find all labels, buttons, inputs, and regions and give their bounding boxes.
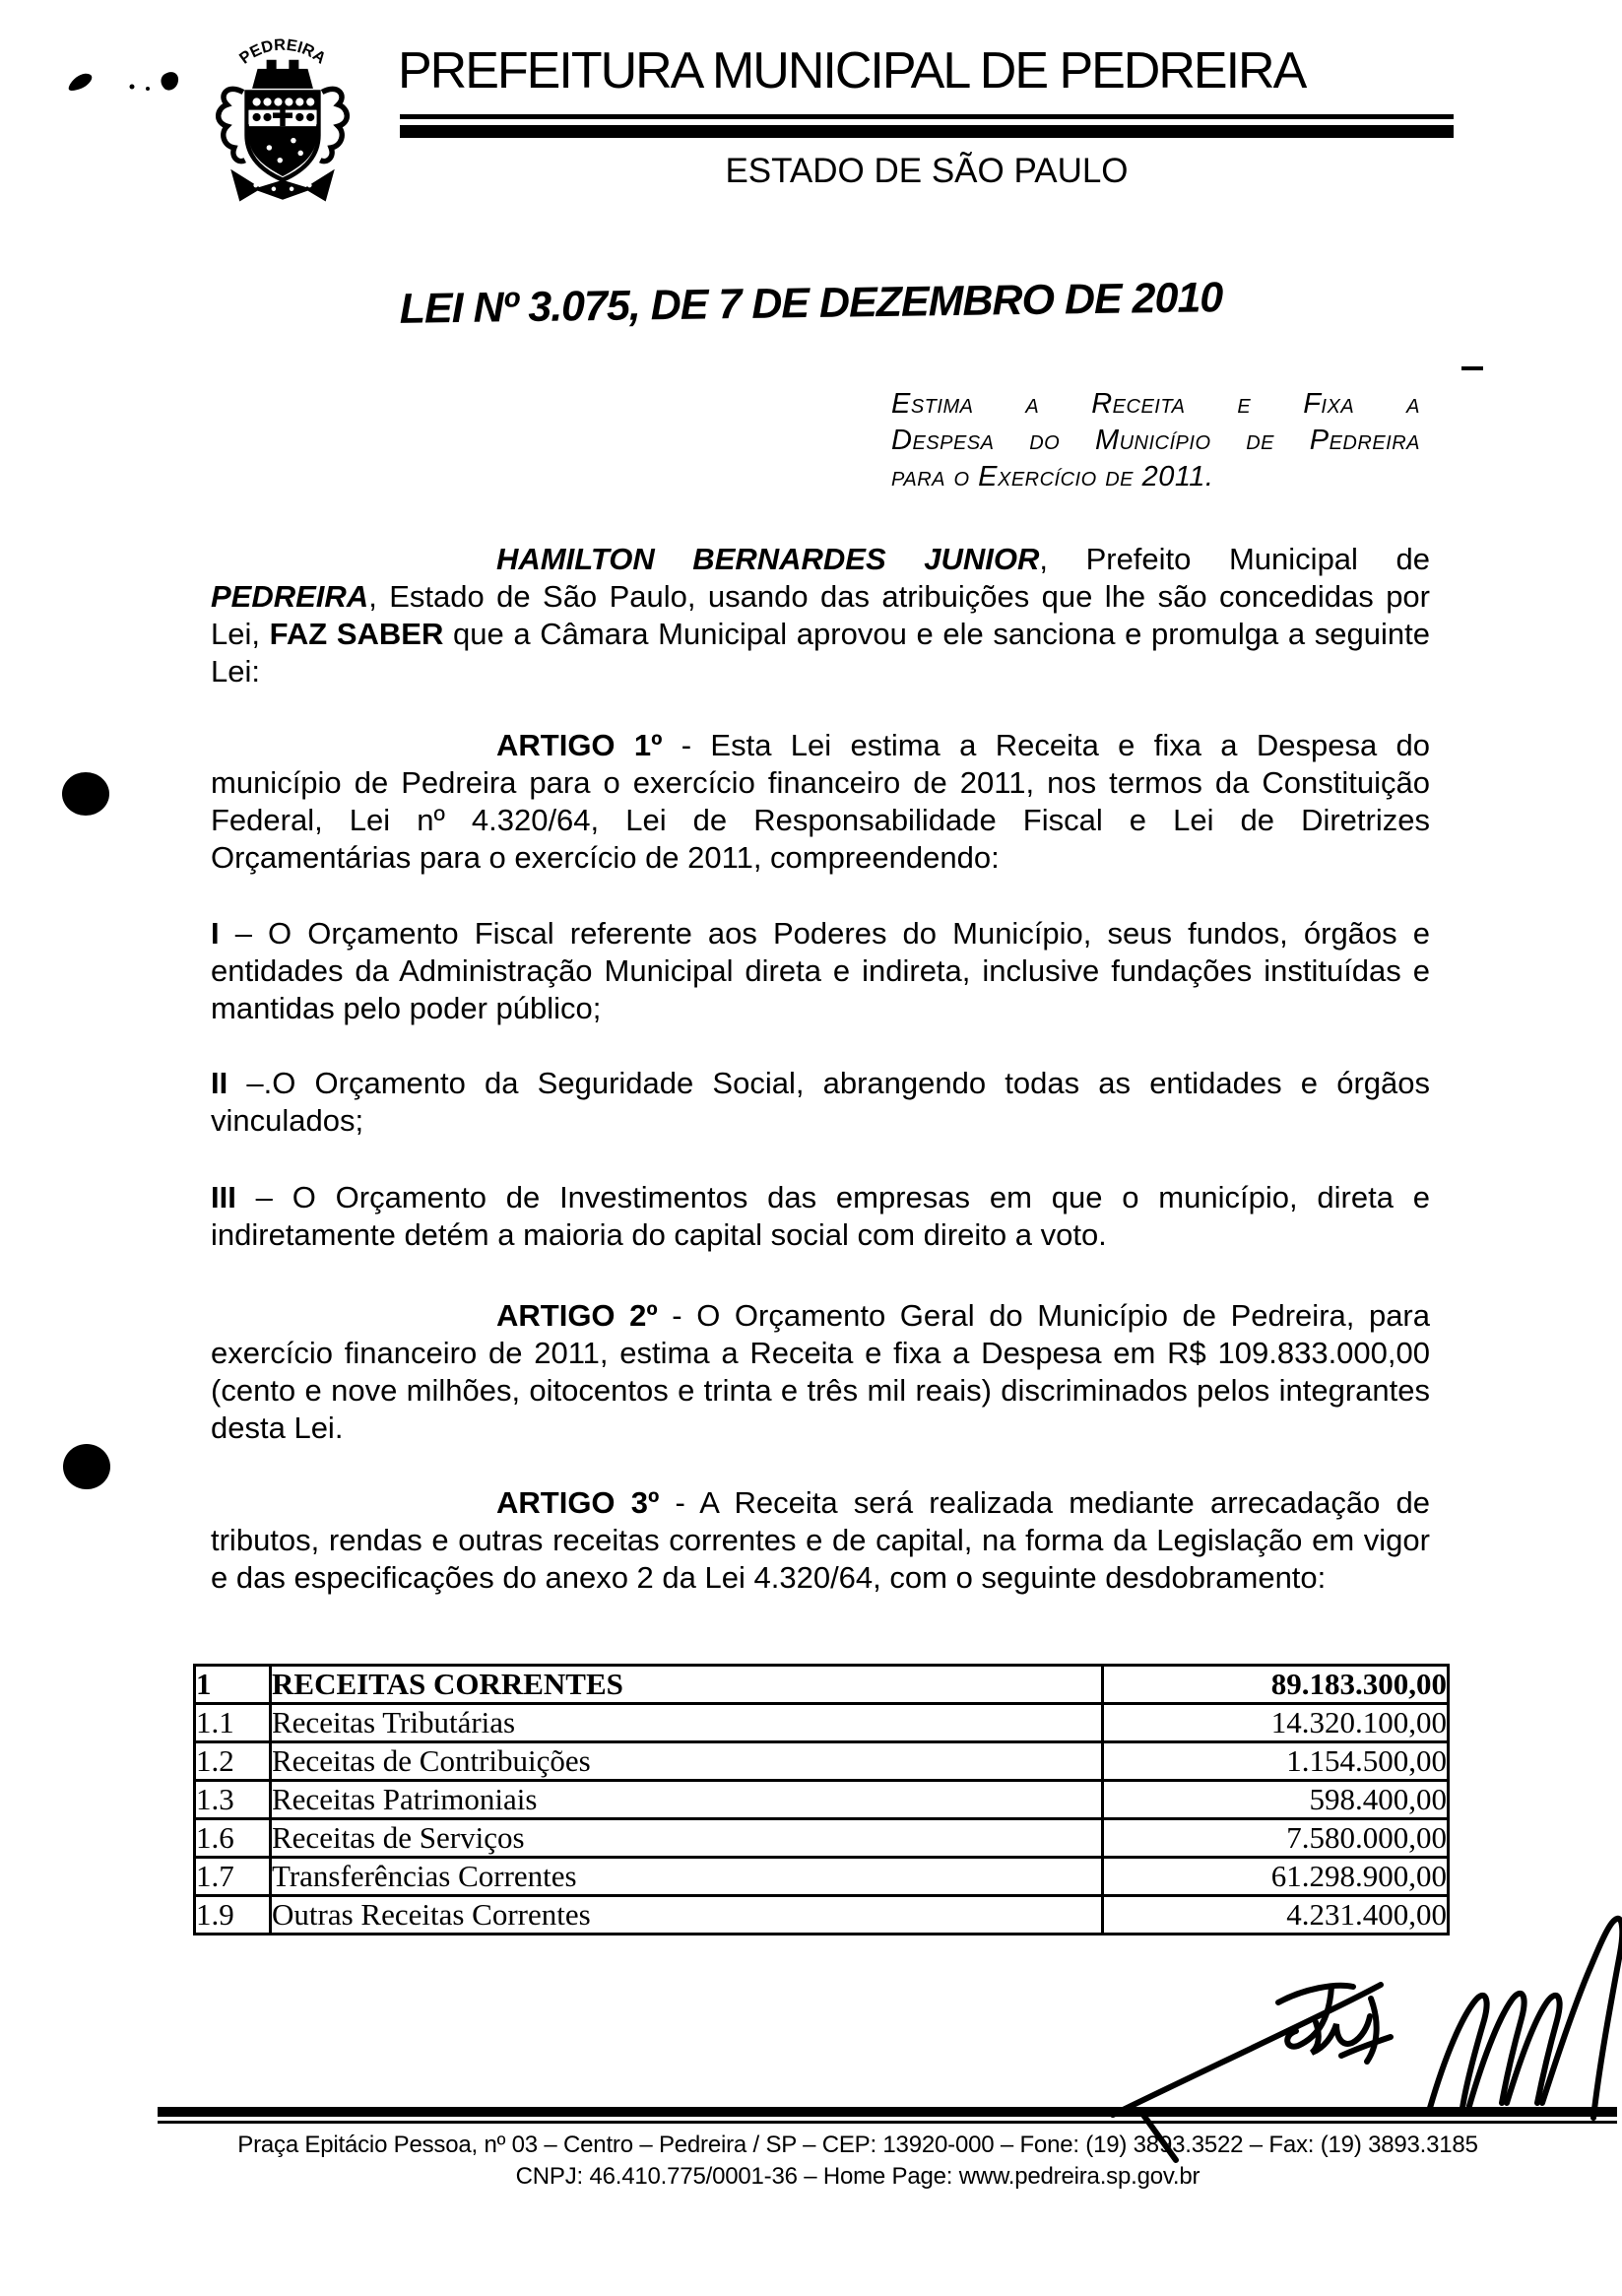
row-code: 1 <box>195 1666 271 1704</box>
hole-punch-mark <box>62 772 109 816</box>
law-summary <box>891 386 1420 495</box>
row-code: 1.1 <box>195 1704 271 1742</box>
coat-of-arms-logo <box>193 28 372 207</box>
row-code: 1.7 <box>195 1858 271 1896</box>
coat-of-arms-banner-text: PEDREIRA <box>235 35 330 68</box>
paragraph-item-ii: II –.O Orçamento da Seguridade Social, abrangendo todas as entidades e órgãos vinculados; <box>211 1066 1430 1138</box>
header-title: PREFEITURA MUNICIPAL DE PEDREIRA <box>398 42 1306 99</box>
row-desc: Transferências Correntes <box>271 1858 1103 1896</box>
ink-smudge-marks <box>59 59 197 108</box>
row-value: 1.154.500,00 <box>1103 1742 1449 1781</box>
paragraph-artigo-1: ARTIGO 1º - Esta Lei estima a Receita e fixa a Despesa do município de Pedreira para o exercício financeiro de 2011, nos termos da Constituição Federal, Lei nº 4.320/64, Lei de Responsabilidade Fiscal e Lei de Diretrizes Orçamentárias para o exercício de 2011, compreendendo: <box>211 728 1431 875</box>
table-row <box>195 1742 1449 1781</box>
summary-line: Despesa do Município de Pedreira <box>891 425 1420 456</box>
signature <box>1083 1906 1622 2192</box>
row-value: 7.580.000,00 <box>1103 1819 1449 1858</box>
hole-punch-mark <box>63 1444 110 1489</box>
row-desc: Receitas Tributárias <box>271 1704 1103 1742</box>
row-value: 14.320.100,00 <box>1103 1704 1449 1742</box>
row-desc: Outras Receitas Correntes <box>271 1896 1103 1935</box>
summary-line: para o Exercício de 2011. <box>891 461 1214 492</box>
summary-line: Estima a Receita e Fixa a <box>891 388 1420 420</box>
header-subtitle: ESTADO DE SÃO PAULO <box>725 152 1129 190</box>
paragraph-item-iii: III – O Orçamento de Investimentos das empresas em que o município, direta e indiretamente detém a maioria do capital social com direito a voto. <box>211 1180 1430 1252</box>
revenue-table <box>193 1664 1450 1935</box>
row-desc: RECEITAS CORRENTES <box>271 1666 1103 1704</box>
left-flourish-icon <box>219 89 245 161</box>
row-code: 1.9 <box>195 1896 271 1935</box>
row-desc: Receitas Patrimoniais <box>271 1781 1103 1819</box>
table-row <box>195 1781 1449 1819</box>
margin-dash-mark <box>1461 366 1483 370</box>
row-value: 4.231.400,00 <box>1103 1896 1449 1935</box>
footer-cnpj-line: CNPJ: 46.410.775/0001-36 – Home Page: www.pedreira.sp.gov.br <box>515 2163 1200 2190</box>
row-desc: Receitas de Serviços <box>271 1819 1103 1858</box>
table-row <box>195 1704 1449 1742</box>
table-row <box>195 1819 1449 1858</box>
row-desc: Receitas de Contribuições <box>271 1742 1103 1781</box>
crown-icon <box>252 60 313 89</box>
table-row <box>195 1666 1449 1704</box>
row-value: 89.183.300,00 <box>1103 1666 1449 1704</box>
paragraph-preamble: HAMILTON BERNARDES JUNIOR, Prefeito Municipal de PEDREIRA, Estado de São Paulo, usando das atribuições que lhe são concedidas por Lei, FAZ SABER que a Câmara Municipal aprovou e ele sanciona e promulga a seguinte Lei: <box>211 542 1430 689</box>
row-code: 1.3 <box>195 1781 271 1819</box>
table-row <box>195 1858 1449 1896</box>
row-code: 1.2 <box>195 1742 271 1781</box>
row-code: 1.6 <box>195 1819 271 1858</box>
svg-text:PEDREIRA <box>236 36 330 68</box>
header-divider <box>400 114 1454 138</box>
paragraph-item-i: I – O Orçamento Fiscal referente aos Poderes do Município, seus fundos, órgãos e entidades da Administração Municipal direta e indireta, inclusive fundações instituídas e mantidas pelo poder público; <box>211 916 1430 1025</box>
law-title: LEI Nº 3.075, DE 7 DE DEZEMBRO DE 2010 <box>399 274 1223 333</box>
paragraph-artigo-2: ARTIGO 2º - O Orçamento Geral do Município de Pedreira, para exercício financeiro de 2011, estima a Receita e fixa a Despesa em R$ 109.833.000,00 (cento e nove milhões, oitocentos e trinta e três mil reais) discriminados pelos integrantes desta Lei. <box>211 1298 1430 1445</box>
right-flourish-icon <box>320 89 347 161</box>
footer-address-line: Praça Epitácio Pessoa, nº 03 – Centro – Pedreira / SP – CEP: 13920-000 – Fone: (19) 3893.3522 – Fax: (19) 3893.3185 <box>237 2132 1478 2158</box>
row-value: 598.400,00 <box>1103 1781 1449 1819</box>
paragraph-artigo-3: ARTIGO 3º - A Receita será realizada mediante arrecadação de tributos, rendas e outras receitas correntes e de capital, na forma da Legislação em vigor e das especificações do anexo 2 da Lei 4.320/64, com o seguinte desdobramento: <box>211 1485 1430 1595</box>
row-value: 61.298.900,00 <box>1103 1858 1449 1896</box>
